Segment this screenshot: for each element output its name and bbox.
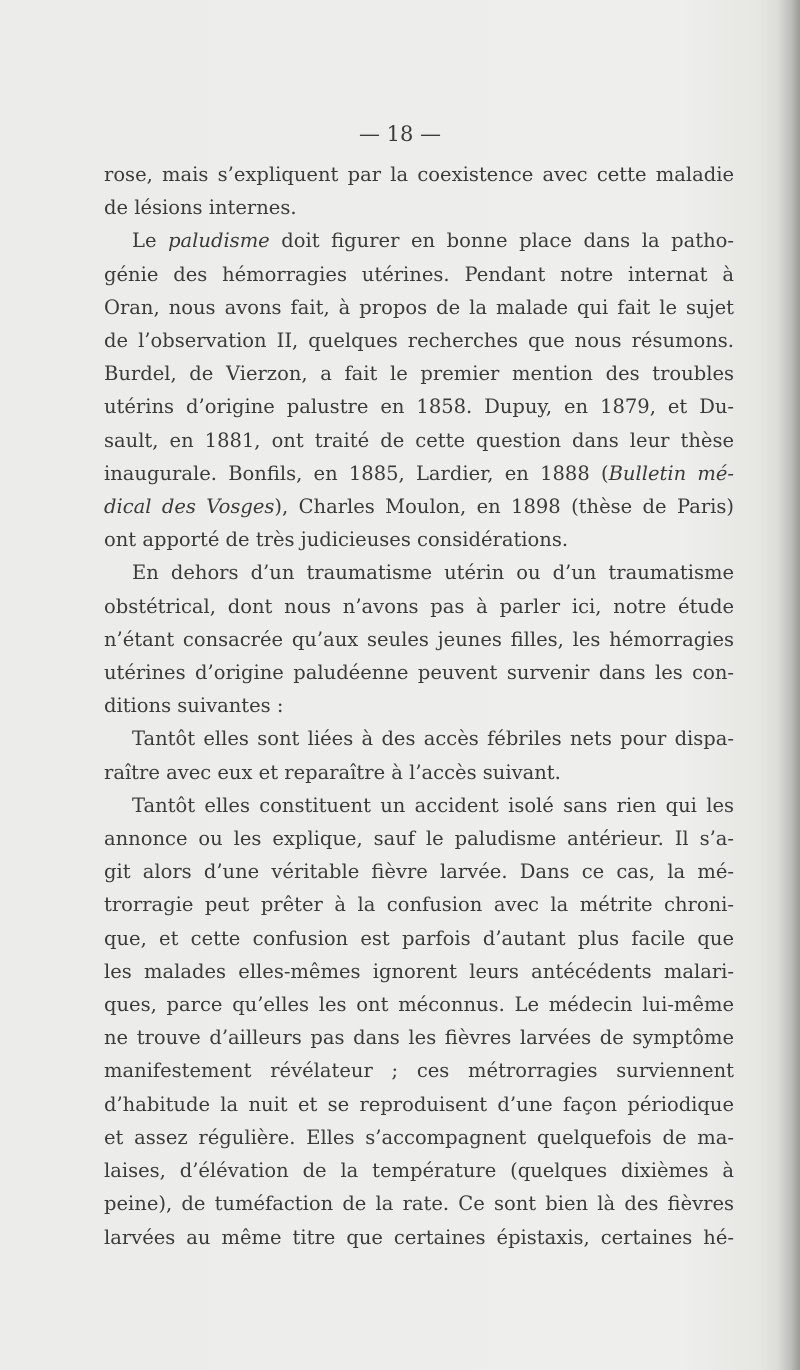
italic-text: paludisme bbox=[168, 229, 270, 253]
text-line bbox=[104, 1054, 734, 1087]
text-segment: de l’observation II, quelques recherches que nous résumons. bbox=[104, 329, 734, 353]
text-line bbox=[104, 756, 734, 789]
text-segment: utérines d’origine paludéenne peuvent survenir dans les con- bbox=[104, 661, 734, 685]
text-segment: Tantôt elles constituent un accident isolé sans rien qui les bbox=[132, 793, 734, 817]
text-line bbox=[104, 357, 734, 390]
text-line bbox=[104, 922, 734, 955]
text-segment: d’habitude la nuit et se reproduisent d’une façon périodique bbox=[104, 1092, 734, 1116]
text-segment: inaugurale. Bonfils, en 1885, Lardier, en 1888 ( bbox=[104, 461, 609, 485]
text-line bbox=[104, 1154, 734, 1187]
text-line bbox=[104, 556, 734, 589]
text-segment: git alors d’une véritable fièvre larvée. Dans ce cas, la mé- bbox=[104, 860, 734, 884]
text-line bbox=[104, 623, 734, 656]
page-number: — 18 — bbox=[358, 122, 442, 146]
text-segment: Oran, nous avons fait, à propos de la malade qui fait le sujet bbox=[104, 295, 734, 319]
text-line bbox=[104, 955, 734, 988]
text-line bbox=[104, 258, 734, 291]
text-line bbox=[104, 1187, 734, 1220]
text-segment: doit figurer en bonne place dans la patho- bbox=[269, 229, 734, 253]
italic-text: dical des Vosges bbox=[104, 495, 275, 519]
text-segment: obstétrical, dont nous n’avons pas à parler ici, notre étude bbox=[104, 594, 734, 618]
italic-text: Bulletin mé- bbox=[608, 461, 734, 485]
text-segment: ques, parce qu’elles les ont méconnus. Le médecin lui-même bbox=[104, 993, 734, 1017]
text-segment: les malades elles-mêmes ignorent leurs antécédents malari- bbox=[104, 959, 734, 983]
text-line bbox=[104, 324, 734, 357]
text-segment: En dehors d’un traumatisme utérin ou d’un traumatisme bbox=[132, 561, 734, 585]
text-line bbox=[104, 855, 734, 888]
text-segment: utérins d’origine palustre en 1858. Dupuy, en 1879, et Du- bbox=[104, 395, 734, 419]
text-line bbox=[104, 523, 734, 556]
text-line bbox=[104, 224, 734, 257]
text-line bbox=[104, 1221, 734, 1254]
text-segment: que, et cette confusion est parfois d’autant plus facile que bbox=[104, 926, 734, 950]
text-segment: raître avec eux et reparaître à l’accès suivant. bbox=[104, 760, 561, 784]
text-segment: rose, mais s’expliquent par la coexistence avec cette maladie bbox=[104, 163, 734, 186]
page-edge-shadow bbox=[778, 0, 800, 1370]
text-segment: laises, d’élévation de la température (quelques dixièmes à bbox=[104, 1159, 734, 1183]
text-line bbox=[104, 158, 734, 191]
text-line bbox=[104, 689, 734, 722]
text-line bbox=[104, 656, 734, 689]
text-line bbox=[104, 1121, 734, 1154]
text-segment: larvées au même titre que certaines épistaxis, certaines hé- bbox=[104, 1225, 734, 1249]
text-segment: ont apporté de très judicieuses considérations. bbox=[104, 528, 569, 552]
text-line bbox=[104, 390, 734, 423]
text-segment: ), Charles Moulon, en 1898 (thèse de Paris) bbox=[274, 495, 735, 519]
text-line bbox=[104, 1021, 734, 1054]
text-segment: ditions suivantes : bbox=[104, 694, 284, 718]
body-text bbox=[104, 158, 734, 1254]
text-segment: Le bbox=[132, 229, 169, 253]
text-segment: génie des hémorragies utérines. Pendant notre internat à bbox=[104, 262, 734, 286]
text-segment: et assez régulière. Elles s’accompagnent quelquefois de ma- bbox=[104, 1125, 734, 1149]
text-segment: Tantôt elles sont liées à des accès fébriles nets pour dispa- bbox=[132, 727, 734, 751]
text-segment: annonce ou les explique, sauf le paludisme antérieur. Il s’a- bbox=[104, 827, 734, 851]
text-line bbox=[104, 490, 734, 523]
text-line bbox=[104, 822, 734, 855]
text-segment: de lésions internes. bbox=[104, 196, 297, 220]
text-line bbox=[104, 291, 734, 324]
text-line bbox=[104, 988, 734, 1021]
text-segment: n’étant consacrée qu’aux seules jeunes filles, les hémorragies bbox=[104, 627, 734, 651]
text-line bbox=[104, 590, 734, 623]
text-line bbox=[104, 789, 734, 822]
text-line bbox=[104, 888, 734, 921]
text-line bbox=[104, 1088, 734, 1121]
text-segment: peine), de tuméfaction de la rate. Ce sont bien là des fièvres bbox=[104, 1192, 734, 1216]
text-line bbox=[104, 424, 734, 457]
text-segment: sault, en 1881, ont traité de cette question dans leur thèse bbox=[104, 428, 734, 452]
text-line bbox=[104, 722, 734, 755]
text-line bbox=[104, 191, 734, 224]
text-segment: Burdel, de Vierzon, a fait le premier mention des troubles bbox=[104, 362, 734, 386]
text-segment: trorragie peut prêter à la confusion avec la métrite chroni- bbox=[104, 893, 734, 917]
text-segment: ne trouve d’ailleurs pas dans les fièvres larvées de symptôme bbox=[104, 1026, 734, 1050]
text-segment: manifestement révélateur ; ces métrorragies surviennent bbox=[104, 1059, 734, 1083]
text-line bbox=[104, 457, 734, 490]
